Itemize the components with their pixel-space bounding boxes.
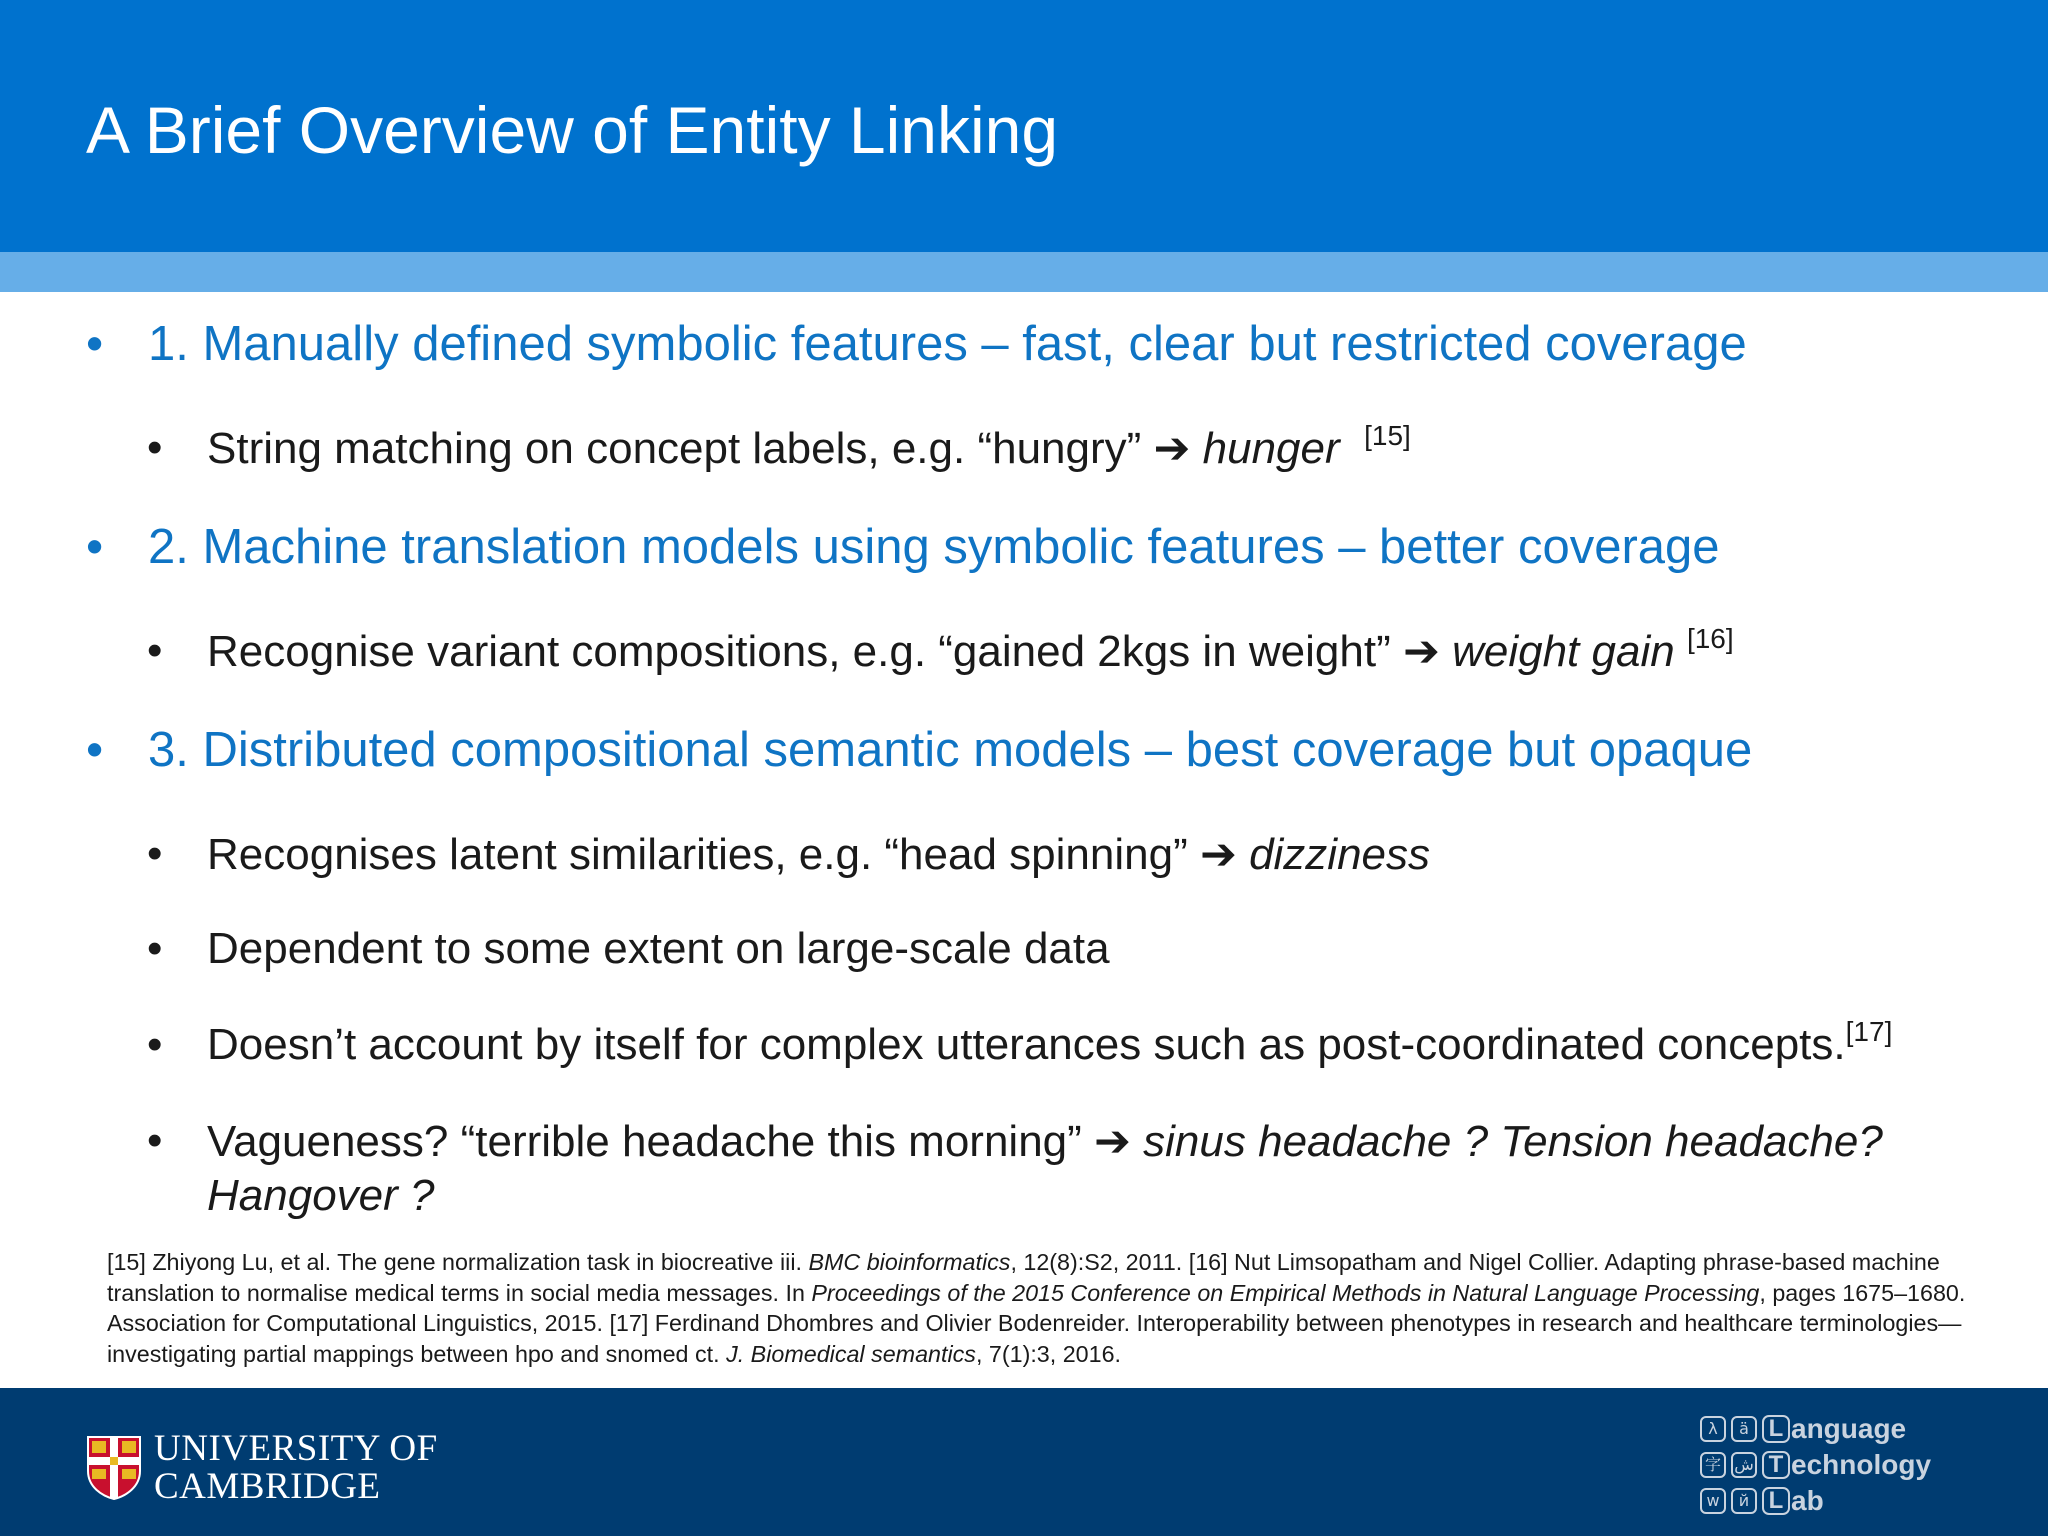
bullet-dot: • [147,1116,163,1165]
lab-word: echnology [1791,1449,1932,1480]
lab-initial: L [1762,1487,1790,1515]
w-glyph-icon: w [1700,1488,1726,1514]
lab-logo-row [1700,1411,2000,1447]
citation-ref: [15] [1364,420,1411,451]
bullet-dot: • [147,1020,163,1069]
bullet-text: 1. Manually defined symbolic features – fast, clear but restricted coverage [148,317,1747,371]
lambda-glyph-icon: λ [1700,1416,1726,1442]
umlaut-glyph-icon: ä [1731,1416,1757,1442]
slide-title: A Brief Overview of Entity Linking [86,93,1059,167]
chinese-glyph-icon: 字 [1700,1452,1726,1478]
lab-initial: T [1762,1451,1790,1479]
bullet-text: Doesn’t account by itself for complex utterances such as post-coordinated concepts.[17] [207,1016,1893,1069]
references: [15] Zhiyong Lu, et al. The gene normalization task in biocreative iii. BMC bioinformatics, 12(8):S2, 2011. [16] Nut Limsopatham and Nigel Collier. Adapting phrase-based machine translation to normalise medical terms in social media messages. In Proceedings of the 2015 Conference on Empirical Methods in Natural Language Processing, pages 1675–1680. Association for Computational Linguistics, 2015. [17] Ferdinand Dhombres and Olivier Bodenreider. Interoperability between phenotypes in research and healthcare terminologies—investigating partial mappings between hpo and snomed ct. J. Biomedical semantics, 7(1):3, 2016. [107,1249,1966,1367]
lab-word: anguage [1791,1413,1907,1444]
bullet-text: 2. Machine translation models using symbolic features – better coverage [148,520,1720,574]
bullet-dot: • [86,723,104,777]
cambridge-logo [86,1430,438,1506]
bullet-dot: • [147,626,163,675]
university-shield-icon [86,1435,142,1501]
bullet-text: Hangover ? [207,1171,435,1220]
lab-word: ab [1791,1485,1824,1516]
bullet-text: Recognises latent similarities, e.g. “head spinning” ➔ dizziness [207,830,1431,879]
cyrillic-glyph-icon: й [1731,1488,1757,1514]
lab-logo-row [1700,1483,2000,1519]
bullet-dot: • [86,317,104,371]
lab-logo-row [1700,1447,2000,1483]
bullet-dot: • [86,520,104,574]
lab-initial: L [1762,1415,1790,1443]
arrow-icon: ➔ [1402,627,1440,676]
arrow-icon: ➔ [1094,1117,1131,1166]
university-name: UNIVERSITY OF CAMBRIDGE [154,1428,438,1507]
bullet-dot: • [147,829,163,878]
arabic-glyph-icon: ش [1731,1452,1757,1478]
citation-ref: [16] [1686,623,1734,654]
bullet-text: String matching on concept labels, e.g. “hungry” ➔ hunger [15] [207,420,1411,473]
bullet-text: Recognise variant compositions, e.g. “gained 2kgs in weight” ➔ weight gain [16] [207,623,1734,676]
bullet-dot: • [147,924,163,973]
bullet-text: Dependent to some extent on large-scale data [207,924,1110,973]
header-stripe [0,252,2048,292]
citation-ref: [17] [1845,1016,1893,1047]
bullet-dot: • [147,423,163,472]
bullet-text: Vagueness? “terrible headache this morning” ➔ sinus headache ? Tension headache? [207,1117,1883,1166]
arrow-icon: ➔ [1199,830,1237,879]
bullet-text: 3. Distributed compositional semantic models – best coverage but opaque [148,723,1753,777]
language-technology-lab-logo [1700,1411,2000,1519]
arrow-icon: ➔ [1153,424,1191,473]
